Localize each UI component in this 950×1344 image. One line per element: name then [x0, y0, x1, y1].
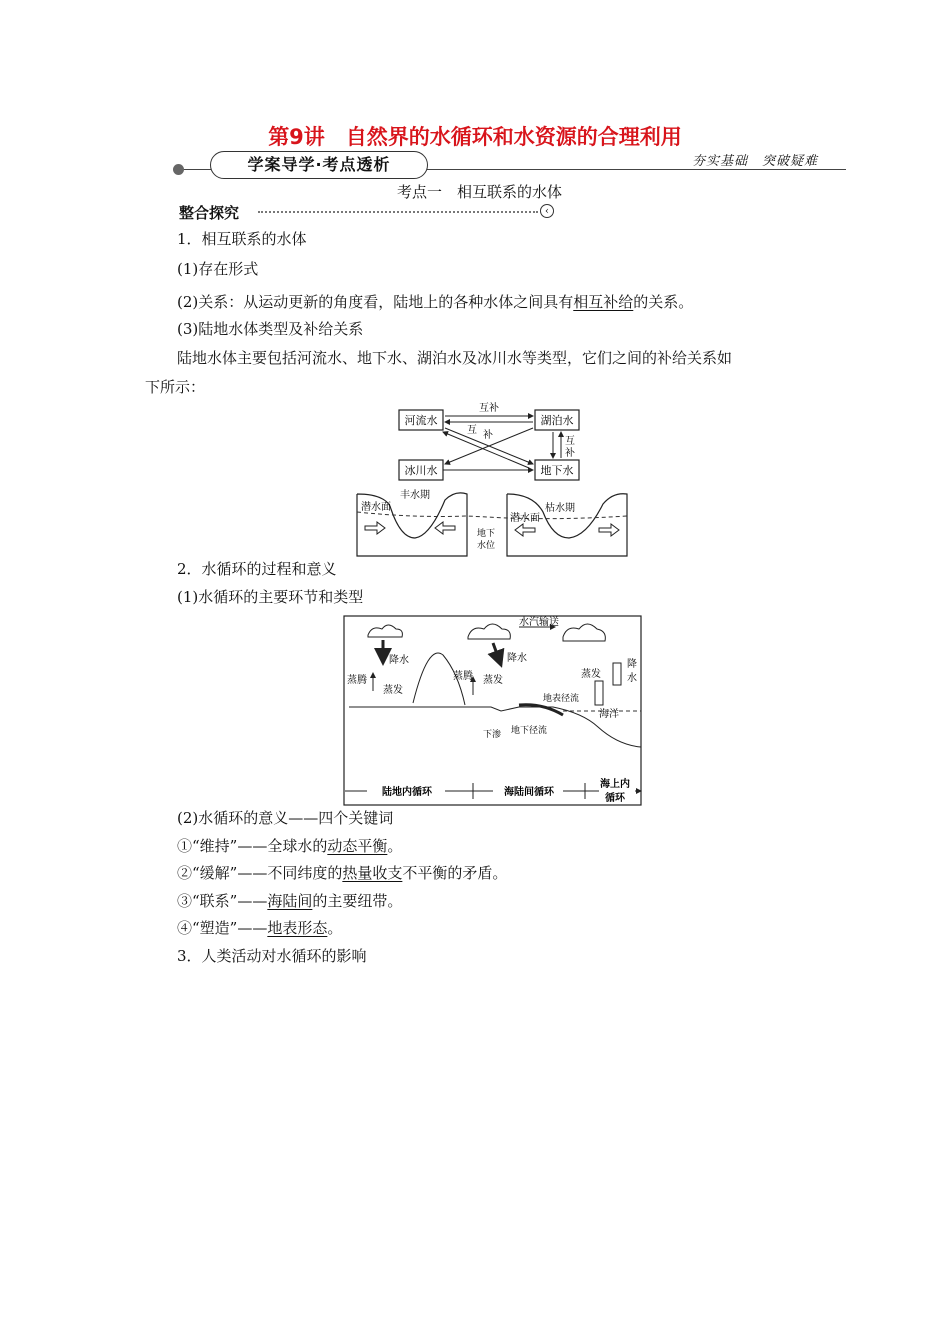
water-recharge-diagram: [395, 400, 585, 484]
section-heading: 整合探究: [179, 204, 240, 222]
water-table-season-diagram: [355, 486, 630, 560]
river-box: 河流水: [404, 414, 438, 427]
svg-text:海陆间循环: 海陆间循环: [504, 787, 554, 798]
svg-text:地下径流: 地下径流: [511, 726, 548, 736]
svg-text:降水: 降水: [389, 655, 409, 666]
para-2: (1)存在形式: [177, 260, 259, 278]
svg-text:降水: 降水: [507, 653, 527, 664]
keyword-4: ④“塑造”——地表形态。: [177, 919, 343, 937]
svg-text:蒸腾: 蒸腾: [453, 671, 473, 682]
svg-text:补: 补: [483, 430, 493, 441]
keyword-3: ③“联系”——海陆间的主要纽带。: [177, 892, 403, 910]
svg-text:循环: 循环: [605, 793, 625, 804]
para-6: 下所示：: [145, 378, 206, 396]
svg-text:互: 互: [565, 436, 575, 447]
para-7: 2．水循环的过程和意义: [177, 560, 337, 578]
svg-text:陆地内循环: 陆地内循环: [382, 787, 432, 798]
svg-text:水: 水: [627, 673, 637, 684]
svg-text:海上内: 海上内: [600, 779, 630, 790]
groundwater-box: 地下水: [540, 464, 574, 477]
para-5: 陆地水体主要包括河流水、地下水、湖泊水及冰川水等类型，它们之间的补给关系如: [177, 349, 733, 367]
para-10: 3．人类活动对水循环的影响: [177, 947, 367, 965]
keyword-2: ②“缓解”——不同纬度的热量收支不平衡的矛盾。: [177, 864, 508, 882]
para-9: (2)水循环的意义——四个关键词: [177, 809, 394, 827]
para-8: (1)水循环的主要环节和类型: [177, 588, 364, 606]
svg-text:蒸腾: 蒸腾: [347, 675, 367, 686]
svg-text:互补: 互补: [479, 403, 499, 414]
svg-text:水位: 水位: [477, 541, 496, 551]
wet-season-label: 丰水期: [400, 490, 430, 501]
underline-answer: 相互补给: [573, 293, 634, 311]
svg-text:地表径流: 地表径流: [543, 694, 580, 704]
svg-text:下渗: 下渗: [483, 730, 502, 740]
lake-box: 湖泊水: [540, 414, 574, 427]
svg-text:蒸发: 蒸发: [483, 675, 503, 686]
banner-slogan: 夯实基础 突破疑难: [692, 154, 819, 169]
svg-text:互: 互: [467, 425, 477, 436]
svg-text:蒸发: 蒸发: [581, 669, 601, 680]
banner-label: 学案导学·考点透析: [210, 151, 428, 179]
svg-text:降: 降: [627, 659, 637, 670]
para-3: (2)关系：从运动更新的角度看，陆地上的各种水体之间具有相互补给的关系。: [177, 293, 694, 311]
water-cycle-diagram: [343, 615, 643, 807]
svg-text:地下: 地下: [477, 529, 496, 539]
svg-text:潜水面: 潜水面: [510, 513, 540, 524]
section-dotted-rule: [258, 211, 538, 213]
chevron-left-icon: ‹: [540, 204, 554, 218]
para-1: 1．相互联系的水体: [177, 230, 307, 248]
page-title: 第9讲 自然界的水循环和水资源的合理利用: [268, 125, 682, 149]
keyword-1: ①“维持”——全球水的动态平衡。: [177, 837, 403, 855]
dry-season-label: 枯水期: [545, 503, 575, 514]
banner-dot: [173, 164, 184, 175]
vapor-transport-label: 水汽输送: [519, 617, 559, 628]
svg-text:补: 补: [565, 448, 575, 459]
topic-heading: 考点一 相互联系的水体: [397, 183, 563, 201]
svg-text:蒸发: 蒸发: [383, 685, 403, 696]
glacier-box: 冰川水: [404, 464, 438, 477]
svg-text:潜水面: 潜水面: [361, 502, 391, 513]
svg-text:海洋: 海洋: [599, 709, 619, 720]
para-4: (3)陆地水体类型及补给关系: [177, 320, 364, 338]
